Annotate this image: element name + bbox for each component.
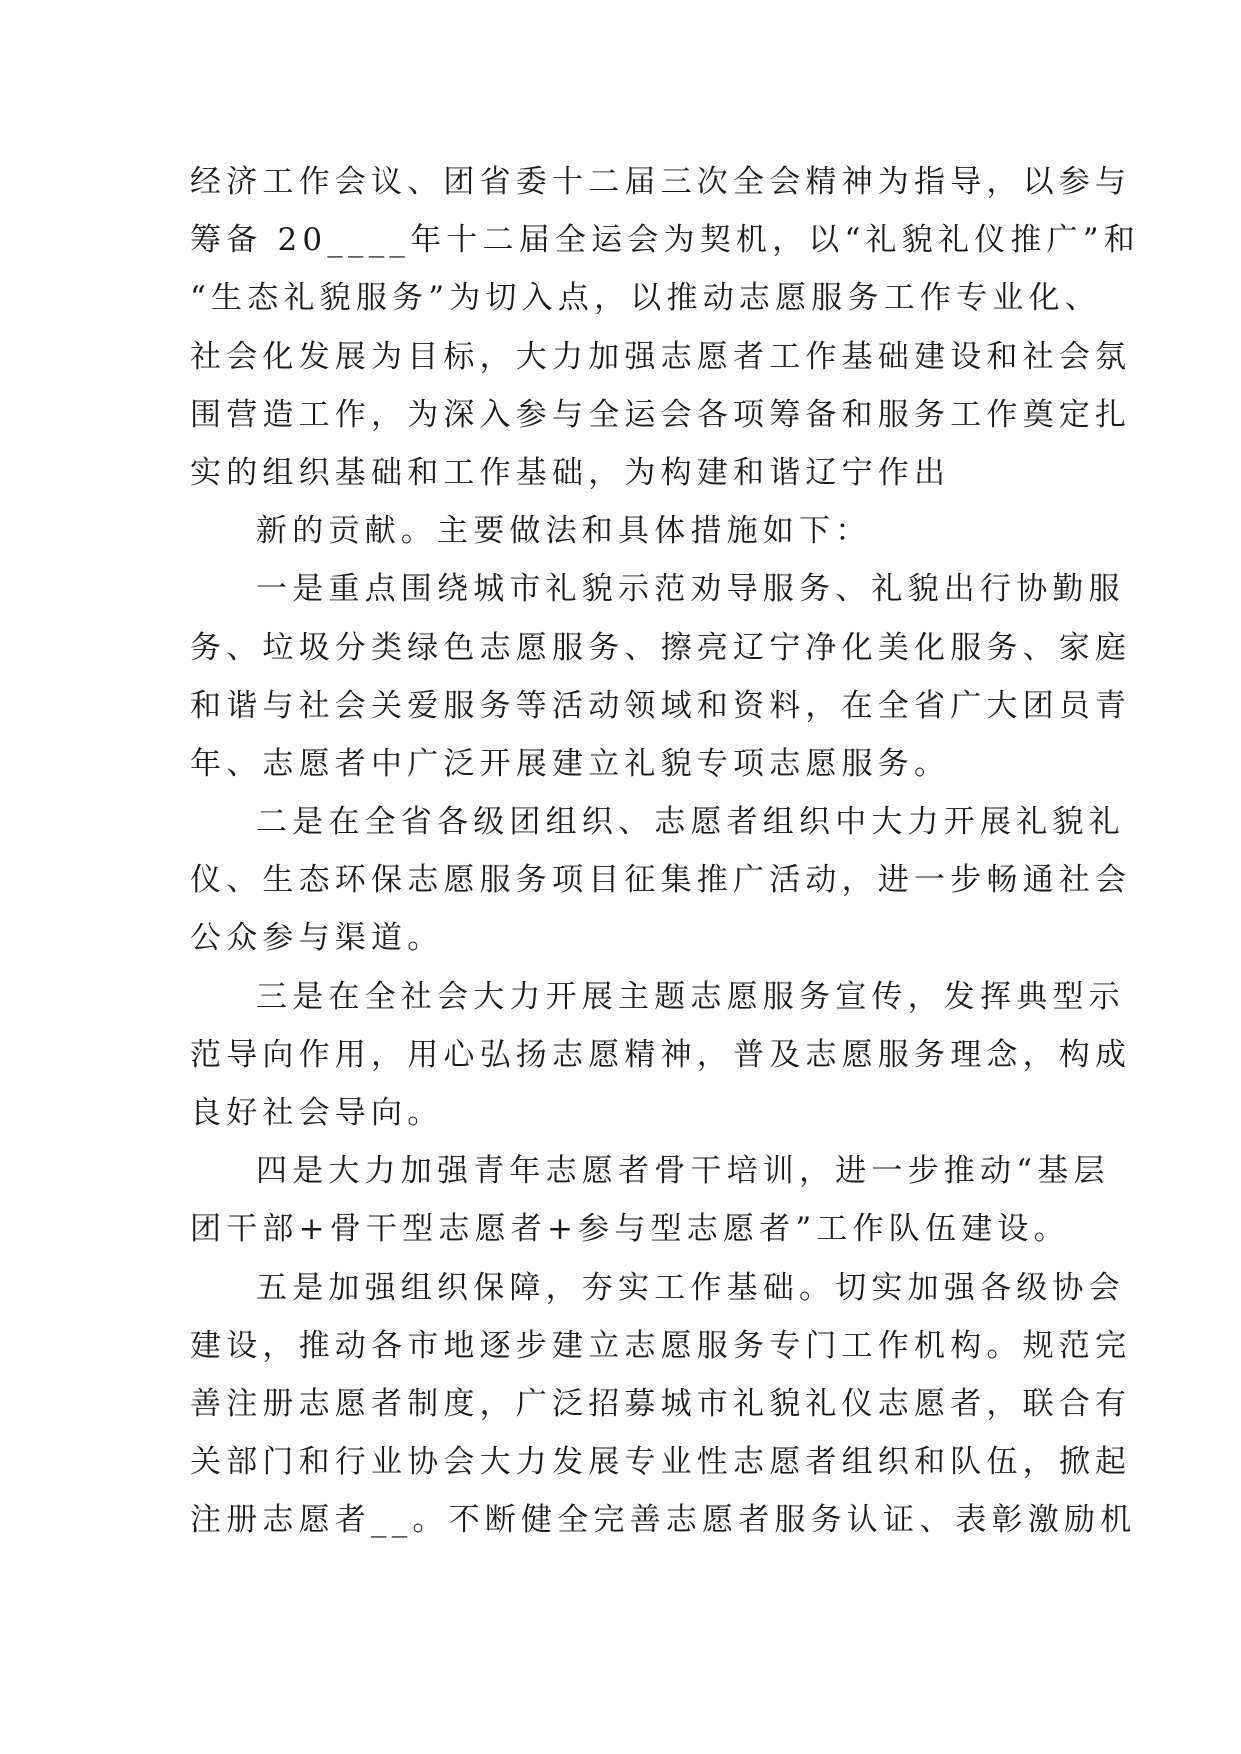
text-line: 良好社会导向。 — [190, 1095, 444, 1131]
text-line: 注册志愿者__。不断健全完善志愿者服务认证、表彰激励机 — [190, 1502, 1137, 1539]
text-line: 四是大力加强青年志愿者骨干培训，进一步推动“基层 — [256, 1153, 1110, 1190]
text-line: 关部门和行业协会大力发展专业性志愿者组织和队伍，掀起 — [190, 1444, 1132, 1481]
text-line: 团干部+骨干型志愿者+参与型志愿者”工作队伍建设。 — [190, 1211, 1070, 1248]
text-line: 和谐与社会关爱服务等活动领域和资料，在全省广大团员青 — [190, 687, 1132, 724]
text-line: 五是加强组织保障，夯实工作基础。切实加强各级协会 — [256, 1269, 1125, 1306]
text-line: 实的组织基础和工作基础，为构建和谐辽宁作出 — [190, 454, 951, 491]
text-line: 善注册志愿者制度，广泛招募城市礼貌礼仪志愿者，联合有 — [190, 1385, 1132, 1422]
text-line: 社会化发展为目标，大力加强志愿者工作基础建设和社会氛 — [190, 338, 1132, 375]
text-line: 建设，推动各市地逐步建立志愿服务专门工作机构。规范完 — [190, 1327, 1132, 1364]
text-line: 经济工作会议、团省委十二届三次全会精神为指导，以参与 — [190, 164, 1132, 200]
text-line: 二是在全省各级团组织、志愿者组织中大力开展礼貌礼 — [256, 804, 1125, 841]
text-line: “生态礼貌服务”为切入点，以推动志愿服务工作专业化、 — [190, 280, 1101, 317]
text-line: 筹备 20____年十二届全运会为契机，以“礼貌礼仪推广”和 — [190, 222, 1140, 259]
text-line: 三是在全社会大力开展主题志愿服务宣传，发挥典型示 — [256, 978, 1125, 1015]
text-line: 范导向作用，用心弘扬志愿精神，普及志愿服务理念，构成 — [190, 1036, 1132, 1073]
text-line: 新的贡献。主要做法和具体措施如下： — [256, 513, 872, 550]
text-line: 年、志愿者中广泛开展建立礼貌专项志愿服务。 — [190, 745, 951, 782]
text-line: 一是重点围绕城市礼貌示范劝导服务、礼貌出行协勤服 — [256, 571, 1125, 608]
text-line: 围营造工作，为深入参与全运会各项筹备和服务工作奠定扎 — [190, 396, 1132, 433]
text-line: 务、垃圾分类绿色志愿服务、擦亮辽宁净化美化服务、家庭 — [190, 629, 1132, 666]
text-line: 公众参与渠道。 — [190, 920, 444, 957]
text-line: 仪、生态环保志愿服务项目征集推广活动，进一步畅通社会 — [190, 862, 1132, 899]
document-body — [190, 153, 1140, 1550]
